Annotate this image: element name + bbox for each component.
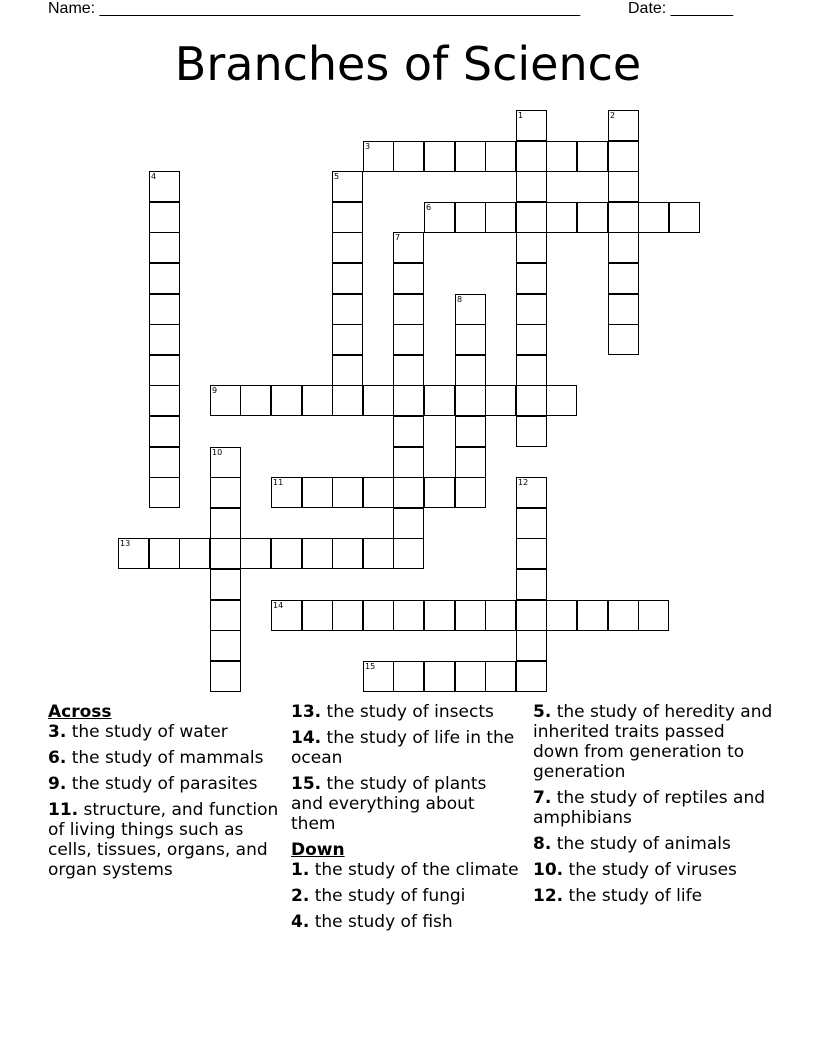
crossword-cell[interactable] — [424, 202, 455, 233]
clue-number: 12. — [533, 886, 564, 906]
cell-number: 12 — [518, 478, 529, 487]
cell-number: 7 — [395, 233, 401, 242]
crossword-cell[interactable] — [516, 385, 547, 416]
clue-number: 4. — [291, 912, 310, 932]
crossword-cell[interactable] — [149, 385, 180, 416]
clue-item — [291, 728, 523, 768]
crossword-cell[interactable] — [271, 538, 302, 569]
clue-text: the study of fish — [314, 912, 453, 932]
clue-number: 8. — [533, 834, 552, 854]
crossword-cell[interactable] — [393, 661, 424, 692]
crossword-cell[interactable] — [516, 171, 547, 202]
crossword-cell[interactable] — [210, 447, 241, 478]
crossword-cell[interactable] — [455, 600, 486, 631]
clue-text: the study of animals — [556, 834, 731, 854]
clue-number: 14. — [291, 728, 322, 748]
crossword-cell[interactable] — [608, 171, 639, 202]
crossword-cell[interactable] — [393, 294, 424, 325]
clue-number: 3. — [48, 722, 67, 742]
crossword-cell[interactable] — [149, 416, 180, 447]
clue-text: the study of mammals — [71, 748, 264, 768]
clue-item — [48, 748, 280, 768]
crossword-cell[interactable] — [638, 600, 669, 631]
crossword-cell[interactable] — [149, 447, 180, 478]
crossword-cell[interactable] — [577, 141, 608, 172]
crossword-cell[interactable] — [455, 355, 486, 386]
crossword-cell[interactable] — [363, 385, 394, 416]
crossword-cell[interactable] — [455, 324, 486, 355]
crossword-cell[interactable] — [669, 202, 700, 233]
across-heading: Across — [48, 702, 112, 722]
crossword-cell[interactable] — [455, 477, 486, 508]
cell-number: 2 — [610, 111, 616, 120]
clue-text: structure, and function of living things such as cells, tissues, organs, and organ systems — [48, 800, 279, 880]
crossword-cell[interactable] — [118, 538, 149, 569]
clue-number: 6. — [48, 748, 67, 768]
crossword-cell[interactable] — [485, 202, 516, 233]
crossword-cell[interactable] — [149, 263, 180, 294]
clues-column-1 — [48, 702, 280, 886]
crossword-cell[interactable] — [149, 538, 180, 569]
crossword-cell[interactable] — [332, 477, 363, 508]
clue-number: 13. — [291, 702, 322, 722]
crossword-cell[interactable] — [608, 141, 639, 172]
clue-number: 11. — [48, 800, 79, 820]
cell-number: 5 — [334, 172, 340, 181]
crossword-cell[interactable] — [302, 477, 333, 508]
crossword-cell[interactable] — [455, 202, 486, 233]
clue-number: 15. — [291, 774, 322, 794]
crossword-cell[interactable] — [393, 263, 424, 294]
crossword-cell[interactable] — [240, 385, 271, 416]
crossword-cell[interactable] — [393, 416, 424, 447]
crossword-cell[interactable] — [210, 477, 241, 508]
crossword-cell[interactable] — [608, 232, 639, 263]
clue-number: 9. — [48, 774, 67, 794]
crossword-cell[interactable] — [608, 600, 639, 631]
clue-text: the study of parasites — [71, 774, 258, 794]
clue-number: 1. — [291, 860, 310, 880]
down-heading: Down — [291, 840, 345, 860]
crossword-cell[interactable] — [149, 232, 180, 263]
clues-column-3 — [533, 702, 773, 912]
clue-number: 5. — [533, 702, 552, 722]
crossword-cell[interactable] — [516, 202, 547, 233]
crossword-cell[interactable] — [363, 661, 394, 692]
crossword-cell[interactable] — [546, 600, 577, 631]
crossword-cell[interactable] — [179, 538, 210, 569]
crossword-cell[interactable] — [149, 171, 180, 202]
crossword-cell[interactable] — [516, 661, 547, 692]
crossword-cell[interactable] — [516, 600, 547, 631]
crossword-cell[interactable] — [608, 263, 639, 294]
clue-text: the study of viruses — [568, 860, 737, 880]
crossword-cell[interactable] — [149, 477, 180, 508]
crossword-cell[interactable] — [546, 141, 577, 172]
clue-text: the study of water — [71, 722, 228, 742]
clues-column-2 — [291, 702, 523, 938]
crossword-cell[interactable] — [424, 600, 455, 631]
clue-item — [533, 886, 773, 906]
crossword-cell[interactable] — [393, 355, 424, 386]
crossword-cell[interactable] — [424, 477, 455, 508]
crossword-cell[interactable] — [393, 385, 424, 416]
clue-number: 7. — [533, 788, 552, 808]
cell-number: 14 — [273, 601, 284, 610]
crossword-cell[interactable] — [393, 141, 424, 172]
crossword-cell[interactable] — [516, 141, 547, 172]
crossword-cell[interactable] — [516, 630, 547, 661]
crossword-cell[interactable] — [638, 202, 669, 233]
crossword-cell[interactable] — [210, 569, 241, 600]
crossword-cell[interactable] — [546, 202, 577, 233]
clue-item — [291, 912, 523, 932]
clue-item — [533, 702, 773, 782]
crossword-cell[interactable] — [608, 110, 639, 141]
crossword-cell[interactable] — [332, 202, 363, 233]
crossword-cell[interactable] — [485, 141, 516, 172]
crossword-cell[interactable] — [149, 355, 180, 386]
crossword-cell[interactable] — [363, 538, 394, 569]
crossword-cell[interactable] — [455, 385, 486, 416]
clue-text: the study of life — [568, 886, 703, 906]
crossword-cell[interactable] — [149, 294, 180, 325]
crossword-cell[interactable] — [577, 600, 608, 631]
cell-number: 6 — [426, 203, 432, 212]
clue-item — [533, 788, 773, 828]
crossword-cell[interactable] — [516, 416, 547, 447]
crossword-cell[interactable] — [302, 385, 333, 416]
cell-number: 15 — [365, 662, 376, 671]
clue-text: the study of insects — [326, 702, 494, 722]
crossword-cell[interactable] — [363, 600, 394, 631]
crossword-cell[interactable] — [332, 294, 363, 325]
crossword-cell[interactable] — [210, 538, 241, 569]
crossword-cell[interactable] — [271, 385, 302, 416]
crossword-cell[interactable] — [332, 355, 363, 386]
clue-item — [291, 860, 523, 880]
crossword-cell[interactable] — [332, 538, 363, 569]
crossword-cell[interactable] — [455, 661, 486, 692]
clue-item — [48, 722, 280, 742]
clue-number: 2. — [291, 886, 310, 906]
crossword-cell[interactable] — [516, 538, 547, 569]
clue-item — [533, 834, 773, 854]
cell-number: 13 — [120, 539, 131, 548]
crossword-cell[interactable] — [608, 294, 639, 325]
crossword-cell[interactable] — [516, 508, 547, 539]
crossword-cell[interactable] — [516, 355, 547, 386]
crossword-cell[interactable] — [240, 538, 271, 569]
crossword-cell[interactable] — [455, 141, 486, 172]
clue-item — [533, 860, 773, 880]
crossword-cell[interactable] — [393, 508, 424, 539]
clue-item — [291, 886, 523, 906]
cell-number: 1 — [518, 111, 524, 120]
crossword-cell[interactable] — [424, 385, 455, 416]
crossword-cell[interactable] — [363, 477, 394, 508]
page-title: Branches of Science — [174, 37, 642, 91]
clue-text: the study of life in the ocean — [291, 728, 515, 768]
crossword-cell[interactable] — [302, 600, 333, 631]
crossword-cell[interactable] — [332, 600, 363, 631]
crossword-cell[interactable] — [393, 477, 424, 508]
cell-number: 11 — [273, 478, 284, 487]
cell-number: 9 — [212, 386, 218, 395]
clue-item — [48, 774, 280, 794]
date-line[interactable]: Date: _______ — [628, 0, 733, 17]
name-line[interactable]: Name: ______________________________________________________ — [48, 0, 581, 17]
crossword-cell[interactable] — [271, 600, 302, 631]
clue-item — [291, 774, 523, 834]
crossword-cell[interactable] — [455, 294, 486, 325]
crossword-cell[interactable] — [210, 630, 241, 661]
crossword-cell[interactable] — [577, 202, 608, 233]
crossword-cell[interactable] — [332, 171, 363, 202]
crossword-cell[interactable] — [363, 141, 394, 172]
crossword-cell[interactable] — [516, 294, 547, 325]
crossword-cell[interactable] — [393, 232, 424, 263]
crossword-cell[interactable] — [332, 263, 363, 294]
crossword-cell[interactable] — [210, 508, 241, 539]
crossword-cell[interactable] — [332, 324, 363, 355]
crossword-cell[interactable] — [516, 232, 547, 263]
crossword-cell[interactable] — [424, 661, 455, 692]
crossword-cell[interactable] — [210, 661, 241, 692]
clue-number: 10. — [533, 860, 564, 880]
crossword-cell[interactable] — [455, 447, 486, 478]
crossword-cell[interactable] — [516, 477, 547, 508]
crossword-cell[interactable] — [332, 232, 363, 263]
crossword-cell[interactable] — [271, 477, 302, 508]
cell-number: 4 — [151, 172, 157, 181]
crossword-cell[interactable] — [546, 385, 577, 416]
cell-number: 8 — [457, 295, 463, 304]
crossword-cell[interactable] — [210, 600, 241, 631]
crossword-cell[interactable] — [608, 202, 639, 233]
crossword-cell[interactable] — [485, 600, 516, 631]
clue-text: the study of plants and everything about them — [291, 774, 487, 834]
crossword-cell[interactable] — [608, 324, 639, 355]
crossword-cell[interactable] — [393, 538, 424, 569]
crossword-cell[interactable] — [516, 110, 547, 141]
crossword-cell[interactable] — [516, 569, 547, 600]
crossword-cell[interactable] — [332, 385, 363, 416]
clue-text: the study of reptiles and amphibians — [533, 788, 766, 828]
clue-item — [48, 800, 280, 880]
crossword-cell[interactable] — [485, 385, 516, 416]
crossword-cell[interactable] — [485, 661, 516, 692]
crossword-cell[interactable] — [516, 263, 547, 294]
crossword-cell[interactable] — [393, 447, 424, 478]
crossword-cell[interactable] — [516, 324, 547, 355]
clue-text: the study of the climate — [314, 860, 519, 880]
crossword-cell[interactable] — [455, 416, 486, 447]
clue-text: the study of heredity and inherited traits passed down from generation to generation — [533, 702, 773, 782]
crossword-cell[interactable] — [393, 600, 424, 631]
crossword-cell[interactable] — [424, 141, 455, 172]
crossword-cell[interactable] — [149, 324, 180, 355]
crossword-cell[interactable] — [210, 385, 241, 416]
clue-text: the study of fungi — [314, 886, 466, 906]
clue-item — [291, 702, 523, 722]
cell-number: 10 — [212, 448, 223, 457]
crossword-cell[interactable] — [302, 538, 333, 569]
cell-number: 3 — [365, 142, 371, 151]
crossword-cell[interactable] — [149, 202, 180, 233]
crossword-cell[interactable] — [393, 324, 424, 355]
